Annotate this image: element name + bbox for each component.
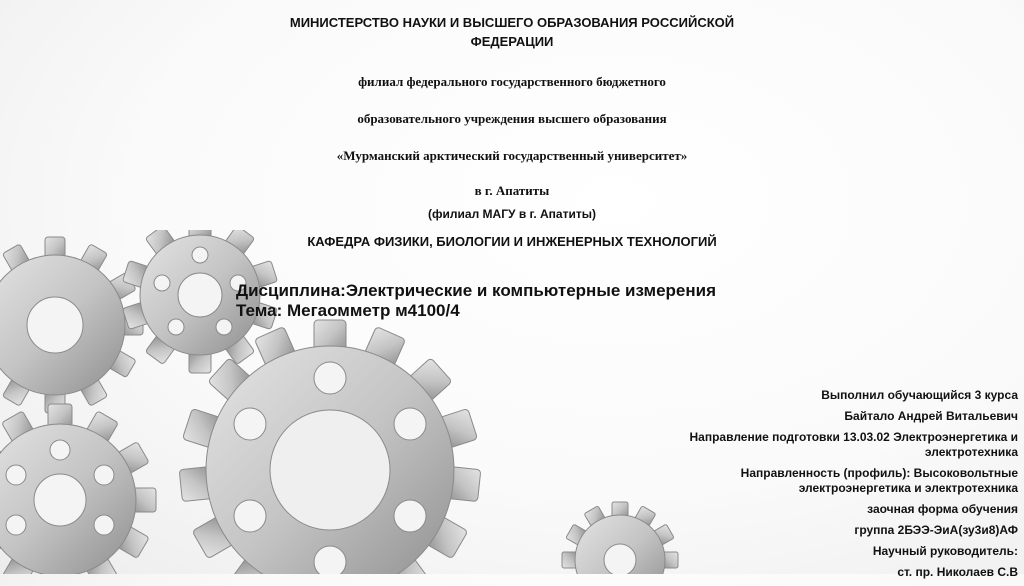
supervisor-label: Научный руководитель:	[872, 544, 1018, 558]
author-group: группа 2БЭЭ-ЭиА(зу3и8)АФ	[854, 523, 1018, 537]
department-name: КАФЕДРА ФИЗИКИ, БИОЛОГИИ И ИНЖЕНЕРНЫХ ТЕХНОЛОГИЙ	[307, 234, 717, 249]
branch-line-2: образовательного учреждения высшего образования	[357, 111, 667, 126]
discipline-title: Дисциплина:Электрические и компьютерные измерения	[236, 281, 717, 300]
city-line: в г. Апатиты	[474, 183, 550, 198]
supervisor-name: ст. пр. Николаев С.В	[897, 565, 1018, 579]
author-study-form: заочная форма обучения	[867, 502, 1018, 516]
topic-title: Тема: Мегаомметр м4100/4	[236, 301, 460, 320]
author-name: Байтало Андрей Витальевич	[844, 409, 1018, 423]
branch-line-1: филиал федерального государственного бюджетного	[358, 74, 666, 89]
author-course: Выполнил обучающийся 3 курса	[821, 388, 1018, 402]
university-name: «Мурманский арктический государственный университет»	[336, 148, 688, 163]
ministry-line-1: МИНИСТЕРСТВО НАУКИ И ВЫСШЕГО ОБРАЗОВАНИЯ РОССИЙСКОЙ	[289, 15, 735, 30]
author-block	[628, 388, 1018, 586]
branch-short: (филиал МАГУ в г. Апатиты)	[428, 207, 596, 221]
discipline-block	[236, 281, 716, 321]
ministry-line-2: ФЕДЕРАЦИИ	[470, 34, 554, 49]
author-profile: Направленность (профиль): Высоковольтные электроэнергетика и электротехника	[740, 466, 1018, 495]
author-direction: Направление подготовки 13.03.02 Электроэнергетика и электротехника	[689, 430, 1018, 459]
